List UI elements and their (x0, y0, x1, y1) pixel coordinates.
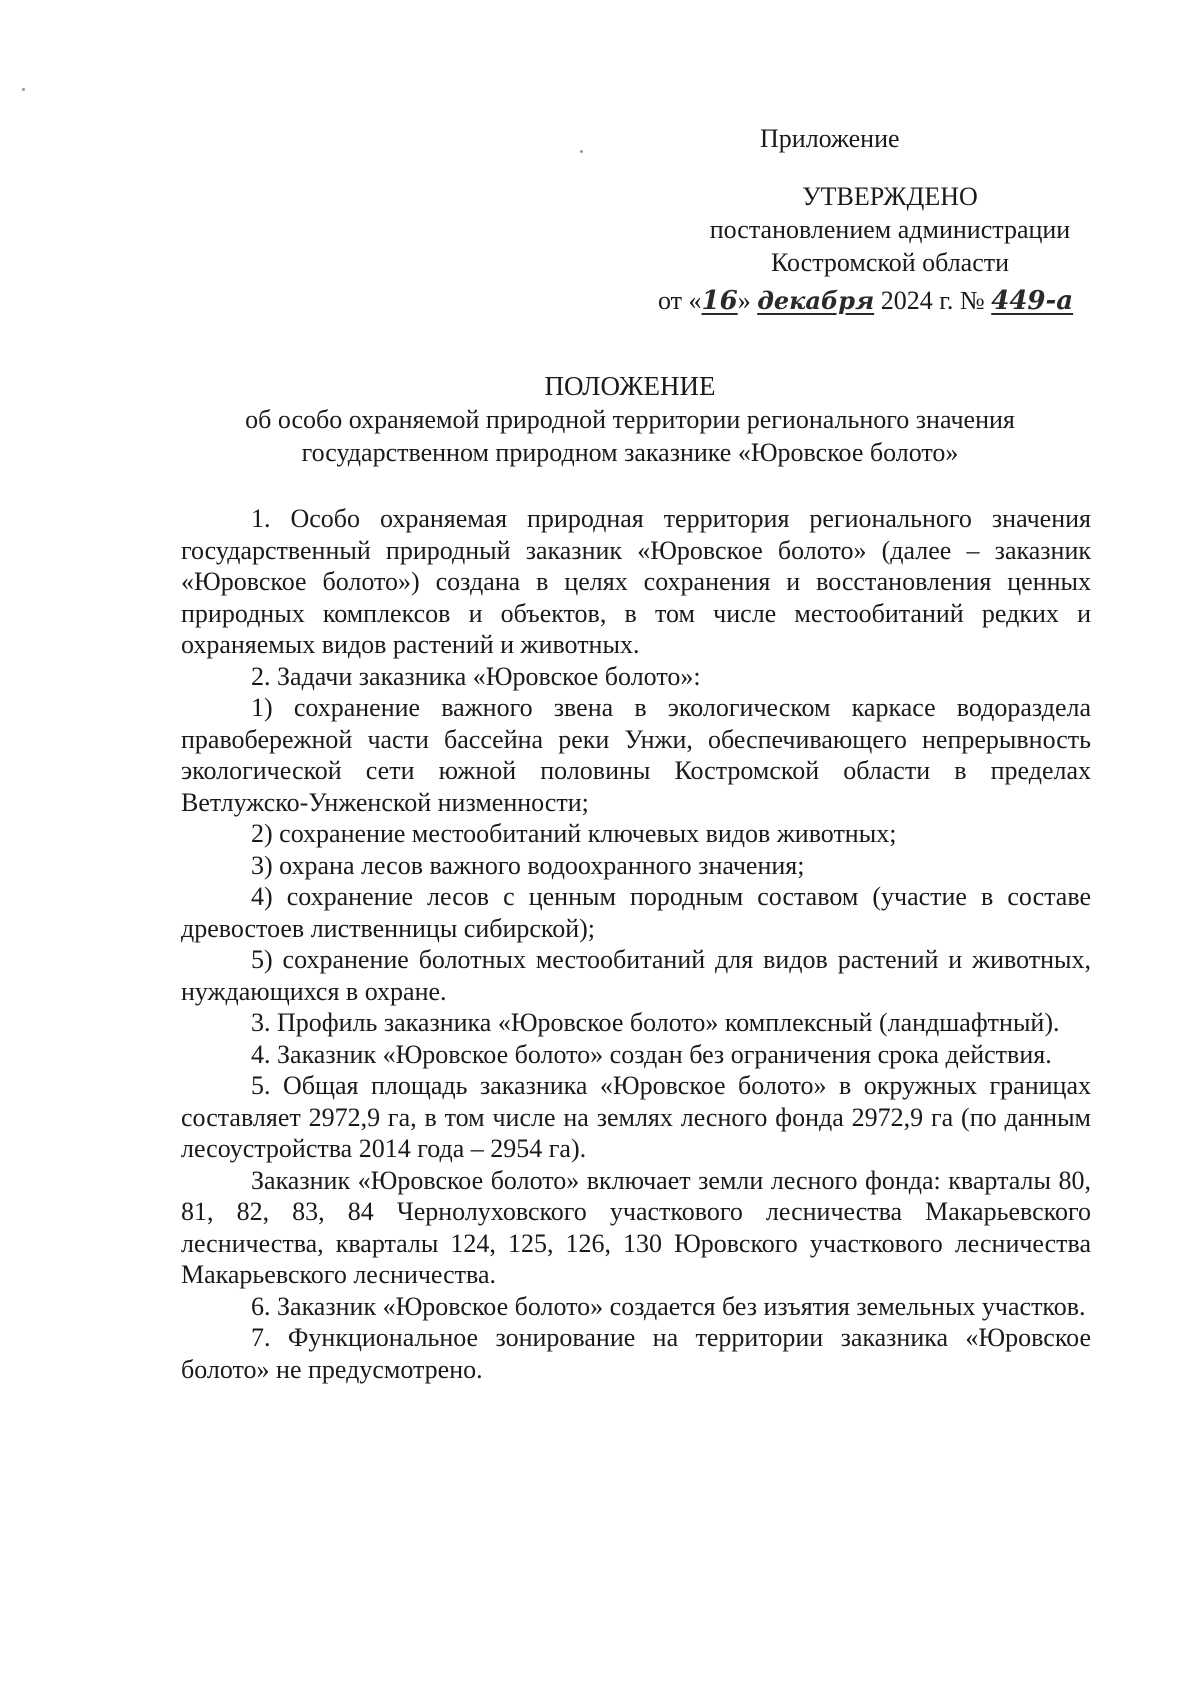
approval-block (640, 180, 1140, 279)
document-subtitle-line-1: об особо охраняемой природной территории регионального значения (245, 405, 1015, 434)
task-item-3: 3) охрана лесов важного водоохранного значения; (251, 850, 805, 880)
paragraph-6: 6. Заказник «Юровское болото» создается без изъятия земельных участков. (251, 1291, 1086, 1321)
approved-by-line-2: Костромской области (770, 248, 1010, 277)
date-mid: » (737, 286, 751, 315)
document-body (181, 503, 1091, 1385)
paragraph-1: 1. Особо охраняемая природная территория регионального значения государственный природный заказник «Юровское болото» (далее – заказник «Юровское болото») создана в целях сохранения и восстановления ценных природных комплексов и объектов, в том числе местообитаний редких и охраняемых видов растений и животных. (181, 504, 1091, 659)
paragraph-2: 2. Задачи заказника «Юровское болото»: (251, 661, 701, 691)
paragraph-7: 7. Функциональное зонирование на территории заказника «Юровское болото» не предусмотрено. (181, 1323, 1091, 1384)
appendix-label: Приложение (760, 124, 900, 153)
doc-number-handwritten: 449-а (991, 286, 1074, 316)
date-prefix: от « (658, 286, 702, 315)
document-subtitle-line-2: государственном природном заказнике «Юровское болото» (301, 438, 959, 467)
task-item-5: 5) сохранение болотных местообитаний для видов растений и животных, нуждающихся в охране. (181, 945, 1091, 1006)
date-month-handwritten: декабря (757, 286, 875, 315)
document-title: ПОЛОЖЕНИЕ (544, 371, 716, 401)
approved-label: УТВЕРЖДЕНО (802, 182, 978, 211)
paragraph-5-continued: Заказник «Юровское болото» включает земли лесного фонда: кварталы 80, 81, 82, 83, 84 Чернолуховского участкового лесничества Макарьевского лесничества, кварталы 124, 125, 126, 130 Юровского участкового лесничества Макарьевского лесничества. (181, 1165, 1091, 1289)
approved-by-line-1: постановлением администрации (709, 215, 1071, 244)
task-item-1: 1) сохранение важного звена в экологическом каркасе водораздела правобережной части бассейна реки Унжи, обеспечивающего непрерывность экологической сети южной половины Костромской области в пределах Ветлужско-Унженской низменности; (181, 693, 1091, 817)
scan-speck (580, 150, 583, 153)
approval-date-line (658, 284, 1073, 318)
paragraph-4: 4. Заказник «Юровское болото» создан без ограничения срока действия. (251, 1039, 1052, 1069)
task-item-4: 4) сохранение лесов с ценным породным составом (участие в составе древостоев лиственницы сибирской); (181, 882, 1091, 943)
scan-speck (22, 88, 25, 91)
date-year: 2024 г. № (880, 286, 985, 315)
date-day-handwritten: 16 (701, 286, 738, 316)
paragraph-5: 5. Общая площадь заказника «Юровское болото» в окружных границах составляет 2972,9 га, в том числе на землях лесного фонда 2972,9 га (по данным лесоустройства 2014 года – 2954 га). (181, 1071, 1091, 1163)
paragraph-3: 3. Профиль заказника «Юровское болото» комплексный (ландшафтный). (251, 1008, 1060, 1037)
document-title-block (150, 370, 1110, 469)
task-item-2: 2) сохранение местообитаний ключевых видов животных; (251, 819, 897, 848)
